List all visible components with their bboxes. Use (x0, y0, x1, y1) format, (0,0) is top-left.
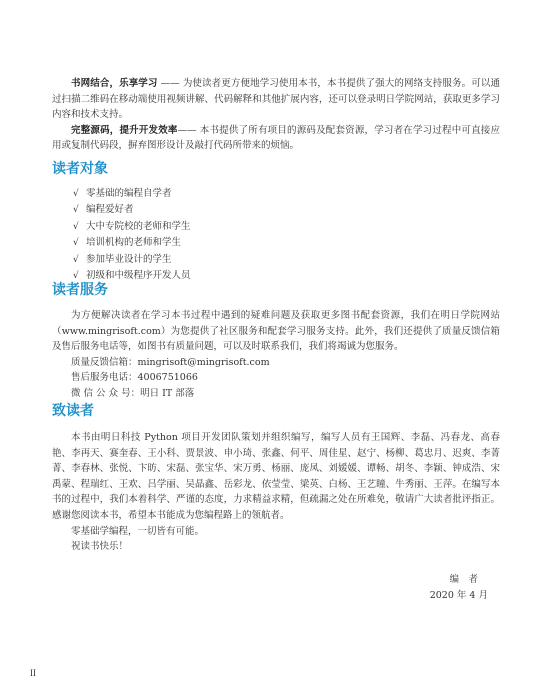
list-item: √ 编程爱好者 (52, 202, 500, 218)
audience-heading: 读者对象 (52, 161, 108, 177)
check-icon: √ (73, 189, 79, 199)
intro-p1-title: 书网结合，乐享学习 (71, 78, 158, 89)
check-icon: √ (73, 221, 79, 232)
thanks-heading: 致读者 (52, 403, 94, 419)
signature-author: 编 者 (449, 574, 478, 585)
intro-p1-text: —— 为使读者更方便地学习使用本书，本书提供了强大的网络支持服务。可以通过扫描二维码在移动端使用视频讲解、代码解释和其他扩展内容，还可以登录明日学院网站，获取更多学习内容和技术支持。 (52, 78, 500, 121)
check-icon: √ (73, 238, 79, 249)
check-icon: √ (73, 205, 79, 216)
intro-p2-title: 完整源码，提升开发效率 (71, 124, 178, 136)
check-icon: √ (73, 254, 79, 265)
intro-paragraph-1 (52, 76, 500, 123)
wechat-account: 微 信 公 众 号：明日 IT 部落 (71, 387, 195, 399)
list-item: √ 培训机构的老师和学生 (52, 235, 500, 251)
intro-section (52, 76, 500, 154)
service-section (52, 281, 500, 402)
audience-list (52, 186, 500, 284)
check-icon: √ (73, 271, 79, 282)
list-item: √ 参加毕业设计的学生 (52, 252, 500, 268)
page-number: II (30, 668, 36, 678)
service-paragraph: 为方便解决读者在学习本书过程中遇到的疑难问题及获取更多图书配套资源，我们在明日学院网站（www.mingrisoft.com）为您提供了社区服务和配套学习服务支持。此外，我们还提供了质量反馈信箱及售后服务电话等，如图书有质量问题，可以及时联系我们，我们将竭诚为您服务。 (52, 310, 500, 353)
intro-p2-text: —— 本书提供了所有项目的源码及配套资源，学习者在学习过程中可直接应用或复制代码段，摒弃图形设计及敲打代码所带来的烦恼。 (52, 124, 500, 152)
feedback-email: 质量反馈信箱：mingrisoft@mingrisoft.com (71, 356, 270, 368)
service-heading: 读者服务 (52, 282, 108, 298)
audience-section (52, 160, 500, 284)
list-item: √ 零基础的编程自学者 (52, 186, 500, 202)
intro-paragraph-2 (52, 123, 500, 154)
thanks-line-2: 零基础学编程，一切皆有可能。 (71, 525, 205, 537)
service-phone: 售后服务电话：4006751066 (71, 372, 198, 384)
list-item: √ 大中专院校的老师和学生 (52, 219, 500, 235)
thanks-line-3: 祝读书快乐！ (71, 541, 129, 553)
list-item: √ 初级和中级程序开发人员 (52, 268, 500, 284)
thanks-paragraph: 本书由明日科技 Python 项目开发团队策划并组织编写，编写人员有王国辉、李磊、冯春龙、高春艳、李再天、赛奎春、王小科、贾景波、申小琦、张鑫、何平、周佳星、赵宁、杨柳、葛忠月、迟爽、李菁菁、李春林、张悦、卞昉、宋磊、张宝华、宋万勇、杨丽、庞凤、刘媛媛、谭畅、胡冬、李颖、钟成浩、宋禹蒙、程瑞红、王欢、吕学丽、吴晶鑫、岳彩龙、依莹莹、梁英、白杨、王艺瞳、牛秀丽、王萍。在编写本书的过程中，我们本着科学、严谨的态度，力求精益求精，但疏漏之处在所难免，敬请广大读者批评指正。感谢您阅读本书，希望本书能成为您编程路上的领航者。 (52, 432, 500, 521)
signature-date: 2020 年 4 月 (429, 590, 488, 601)
thanks-section (52, 402, 500, 555)
